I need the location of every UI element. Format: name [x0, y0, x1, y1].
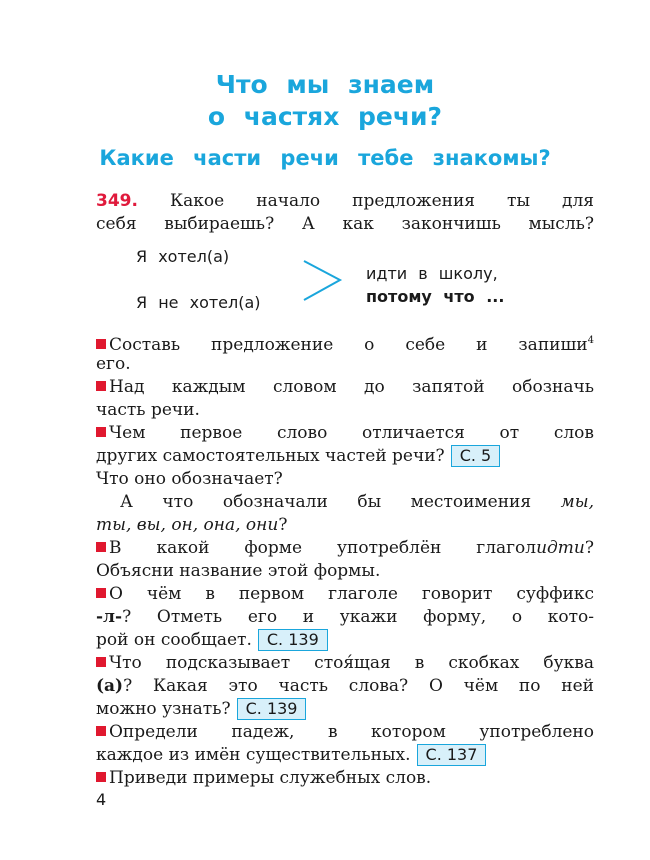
task1-line2: его.: [96, 354, 131, 374]
task6-text-c: можно узнать?: [96, 699, 231, 719]
task6-line3: [96, 698, 594, 720]
bullet-square-icon: [96, 588, 106, 598]
task8-text: Приведи примеры служебных слов.: [109, 768, 432, 788]
task5-text-c: рой он сообщает.: [96, 630, 252, 650]
task3-line1: [96, 422, 594, 444]
task7-line2: [96, 744, 594, 766]
scheme-left-2: Я не хотел(а): [136, 293, 261, 312]
task3-line3: Что оно обозначает?: [96, 469, 283, 489]
task7-text-b: каждое из имён существительных.: [96, 745, 411, 765]
page-number: 4: [96, 790, 107, 809]
scheme-left-1: Я хотел(а): [136, 247, 230, 266]
task3-text: Чем первое слово отличается от слов: [109, 423, 594, 443]
task3-line4: [120, 491, 594, 513]
scheme-right-1: идти в школу,: [366, 264, 498, 283]
task4-line1: [96, 537, 594, 559]
bullet-square-icon: [96, 657, 106, 667]
task6-line1: [96, 652, 594, 674]
task6-text: Что подсказывает стоя́щая в скобках буква: [109, 653, 594, 673]
letter-a-bold: (а): [96, 676, 124, 696]
task5-line2: [96, 606, 594, 628]
footnote-mark: 4: [587, 335, 594, 346]
pronouns-list: ты, вы, он, она, они: [96, 515, 279, 535]
task7-line1: [96, 721, 594, 743]
bullet-square-icon: [96, 542, 106, 552]
exercise-number: 349.: [96, 191, 138, 211]
page-title-line1: Что мы знаем: [215, 70, 435, 99]
page-reference: С. 137: [417, 744, 487, 766]
task4-text: В какой форме употреблён глагол: [109, 538, 537, 558]
task6-line2: [96, 675, 594, 697]
task4-line2: Объясни название этой формы.: [96, 561, 381, 581]
bullet-square-icon: [96, 339, 106, 349]
task2-line2: часть речи.: [96, 400, 200, 420]
task1-text: Составь предложение о себе и запиши: [109, 334, 588, 355]
exercise-intro-text: Какое начало предложения ты для: [170, 191, 595, 211]
task5-line3: [96, 629, 594, 651]
page-reference: С. 5: [451, 445, 501, 467]
task3-line5: [96, 514, 594, 536]
task6-text-b: ? Какая это часть слова? О чём по ней: [123, 676, 594, 696]
bullet-square-icon: [96, 726, 106, 736]
page-subtitle: Какие части речи тебе знакомы?: [99, 146, 551, 170]
task7-text: Определи падеж, в котором употреблено: [109, 722, 594, 742]
bullet-square-icon: [96, 772, 106, 782]
task5-text-b: ? Отметь его и укажи форму, о кото-: [122, 607, 594, 627]
task3-line2: [96, 445, 594, 467]
task8-line1: [96, 767, 594, 789]
suffix-l: -л-: [96, 607, 123, 627]
task2-line1: [96, 376, 594, 398]
task3-text-d: А что обозначали бы местоимения: [120, 492, 532, 512]
page-reference: С. 139: [237, 698, 307, 720]
page-reference: С. 139: [258, 629, 328, 651]
scheme-right-2: потому что ...: [366, 287, 505, 306]
task2-text: Над каждым словом до запятой обозначь: [109, 377, 594, 397]
exercise-intro-line1: [96, 190, 594, 212]
task1-line1: [96, 330, 594, 355]
verb-idti: идти: [536, 538, 585, 558]
bullet-square-icon: [96, 427, 106, 437]
task5-line1: [96, 583, 594, 605]
exercise-intro-line2: себя выбираешь? А как закончишь мысль?: [96, 214, 594, 234]
question-mark: ?: [278, 515, 288, 535]
bullet-square-icon: [96, 381, 106, 391]
scheme-bracket-icon: [300, 258, 346, 304]
task3-text-b: других самостоятельных частей речи?: [96, 446, 445, 466]
page-title-line2: о частях речи?: [207, 102, 443, 131]
pronoun-my: мы,: [560, 492, 594, 512]
question-mark: ?: [584, 538, 594, 558]
task5-text: О чём в первом глаголе говорит суффикс: [109, 584, 594, 604]
